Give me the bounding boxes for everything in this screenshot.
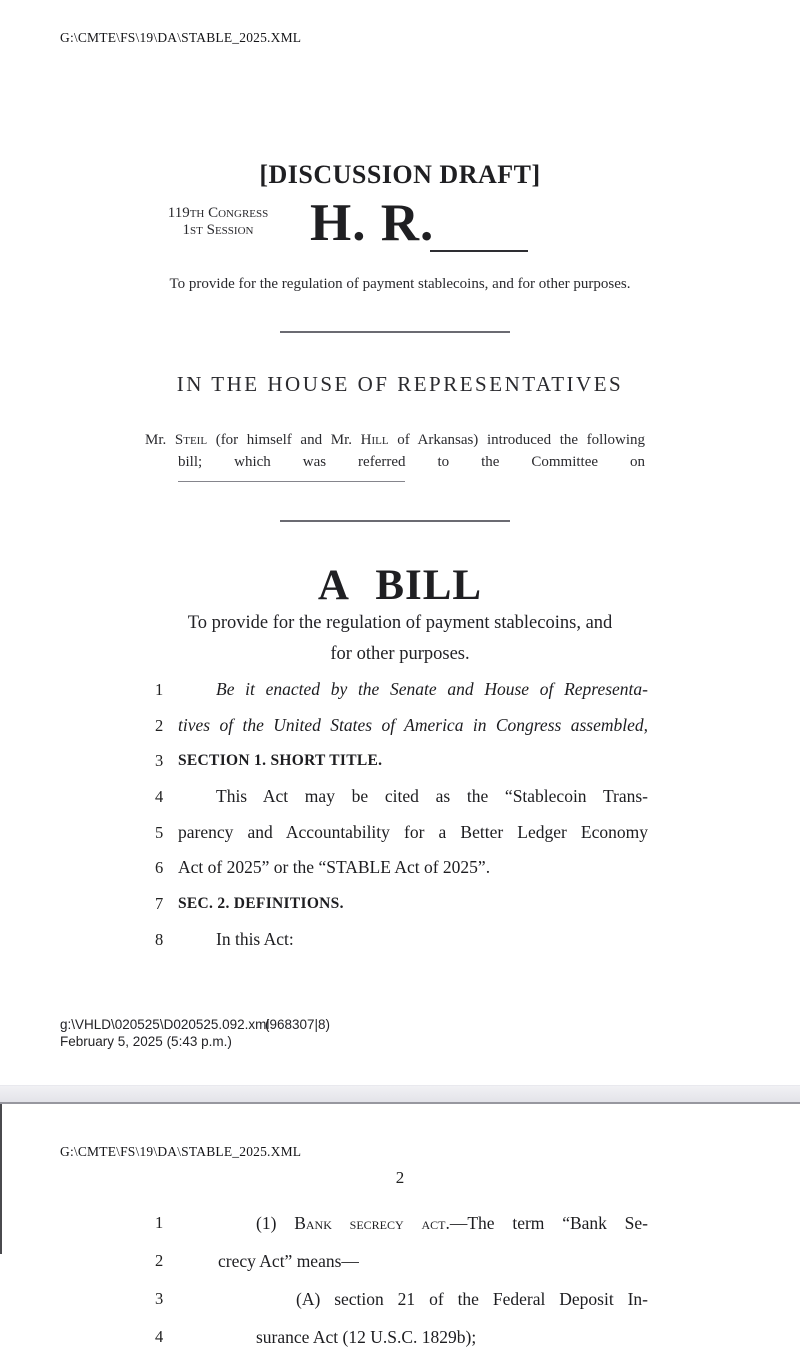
line-text: crecy Act” means—: [218, 1251, 359, 1271]
bill-line: [155, 1242, 648, 1280]
sponsor-name: Steil: [174, 432, 208, 448]
bill-line: [155, 1318, 648, 1356]
sponsor-text: of Arkansas) introduced the following: [388, 432, 646, 448]
line-text: surance Act (12 U.S.C. 1829b);: [256, 1327, 477, 1347]
sponsor-text: (for himself and Mr.: [207, 432, 361, 448]
sponsor-paragraph-line-2: bill; which was referred to the Committee on: [178, 454, 645, 470]
line-text: In this Act:: [216, 928, 294, 949]
bill-line: [155, 779, 648, 815]
line-text-segment: .—The term “Bank Se-: [445, 1213, 649, 1233]
line-number: 2: [155, 715, 164, 735]
bill-line: [155, 1204, 648, 1242]
bill-line: [155, 922, 648, 958]
line-text: SEC. 2. DEFINITIONS.: [178, 895, 344, 913]
line-text: (A) section 21 of the Federal Deposit In-: [296, 1289, 648, 1309]
congress-session-block: [148, 205, 288, 239]
bill-line: [155, 886, 648, 922]
line-text: tives of the United States of America in Congress assembled,: [178, 714, 648, 735]
page-break: [0, 1085, 800, 1104]
congress-label: 119th Congress: [167, 205, 269, 221]
line-text: SECTION 1. SHORT TITLE.: [178, 752, 383, 770]
bill-line: [155, 743, 648, 779]
bill-line: [155, 708, 648, 744]
line-text-segment: (1): [256, 1213, 295, 1233]
line-number: 6: [155, 858, 164, 878]
horizontal-rule: [280, 520, 510, 522]
bill-body-lines: [155, 672, 648, 958]
bill-line: [155, 1280, 648, 1318]
line-number: 3: [155, 1289, 164, 1308]
line-text: Be it enacted by the Senate and House of Representa-: [216, 679, 648, 699]
discussion-draft-heading: [DISCUSSION DRAFT]: [259, 160, 541, 189]
sponsor-text: Mr.: [145, 432, 175, 448]
chamber-heading: IN THE HOUSE OF REPRESENTATIVES: [176, 372, 624, 396]
horizontal-rule: [280, 331, 510, 333]
bill-line: [155, 850, 648, 886]
page-2: [0, 1104, 800, 1347]
line-number: 4: [155, 1327, 164, 1346]
official-title-summary: To provide for the regulation of payment stablecoins, and for other purposes.: [169, 276, 631, 292]
line-text: parency and Accountability for a Better Ledger Economy: [178, 821, 648, 842]
line-text: This Act may be cited as the “Stablecoin Trans-: [216, 786, 648, 807]
file-path-header: G:\CMTE\FS\19\DA\STABLE_2025.XML: [60, 30, 302, 45]
bill-line: [155, 815, 648, 851]
sponsor-paragraph-line-1: [145, 430, 645, 450]
page-number: 2: [395, 1168, 405, 1187]
line-text: [178, 1204, 648, 1242]
line-number: 5: [155, 822, 164, 842]
line-number: 3: [155, 751, 164, 771]
bill-number-blank: [430, 250, 528, 252]
line-number: 1: [155, 1213, 164, 1232]
line-number: 2: [155, 1251, 164, 1270]
defined-term: Bank secrecy act: [294, 1213, 446, 1233]
line-number: 8: [155, 929, 164, 949]
draft-timestamp: February 5, 2025 (5:43 p.m.): [60, 1034, 232, 1049]
bill-purpose-line-2: for other purposes.: [330, 644, 470, 664]
bill-line: [155, 672, 648, 708]
session-label: 1st Session: [182, 222, 254, 238]
committee-name-blank: [178, 481, 405, 482]
cosponsor-name: Hill: [360, 432, 389, 448]
file-path-header: G:\CMTE\FS\19\DA\STABLE_2025.XML: [60, 1144, 302, 1159]
line-number: 4: [155, 787, 164, 807]
bill-body-lines: [155, 1204, 648, 1356]
draft-file-path: g:\VHLD\020525\D020525.092.xml: [60, 1017, 270, 1032]
line-text: Act of 2025” or the “STABLE Act of 2025”.: [178, 857, 491, 878]
bill-purpose-line-1: To provide for the regulation of payment stablecoins, and: [187, 613, 613, 633]
line-number: 1: [155, 680, 164, 699]
draft-file-number: (968307|8): [265, 1017, 331, 1032]
line-number: 7: [155, 894, 164, 914]
bill-purpose: [0, 608, 800, 670]
bill-number-prefix: H. R.: [310, 194, 435, 252]
bill-heading: A BILL: [317, 562, 483, 609]
